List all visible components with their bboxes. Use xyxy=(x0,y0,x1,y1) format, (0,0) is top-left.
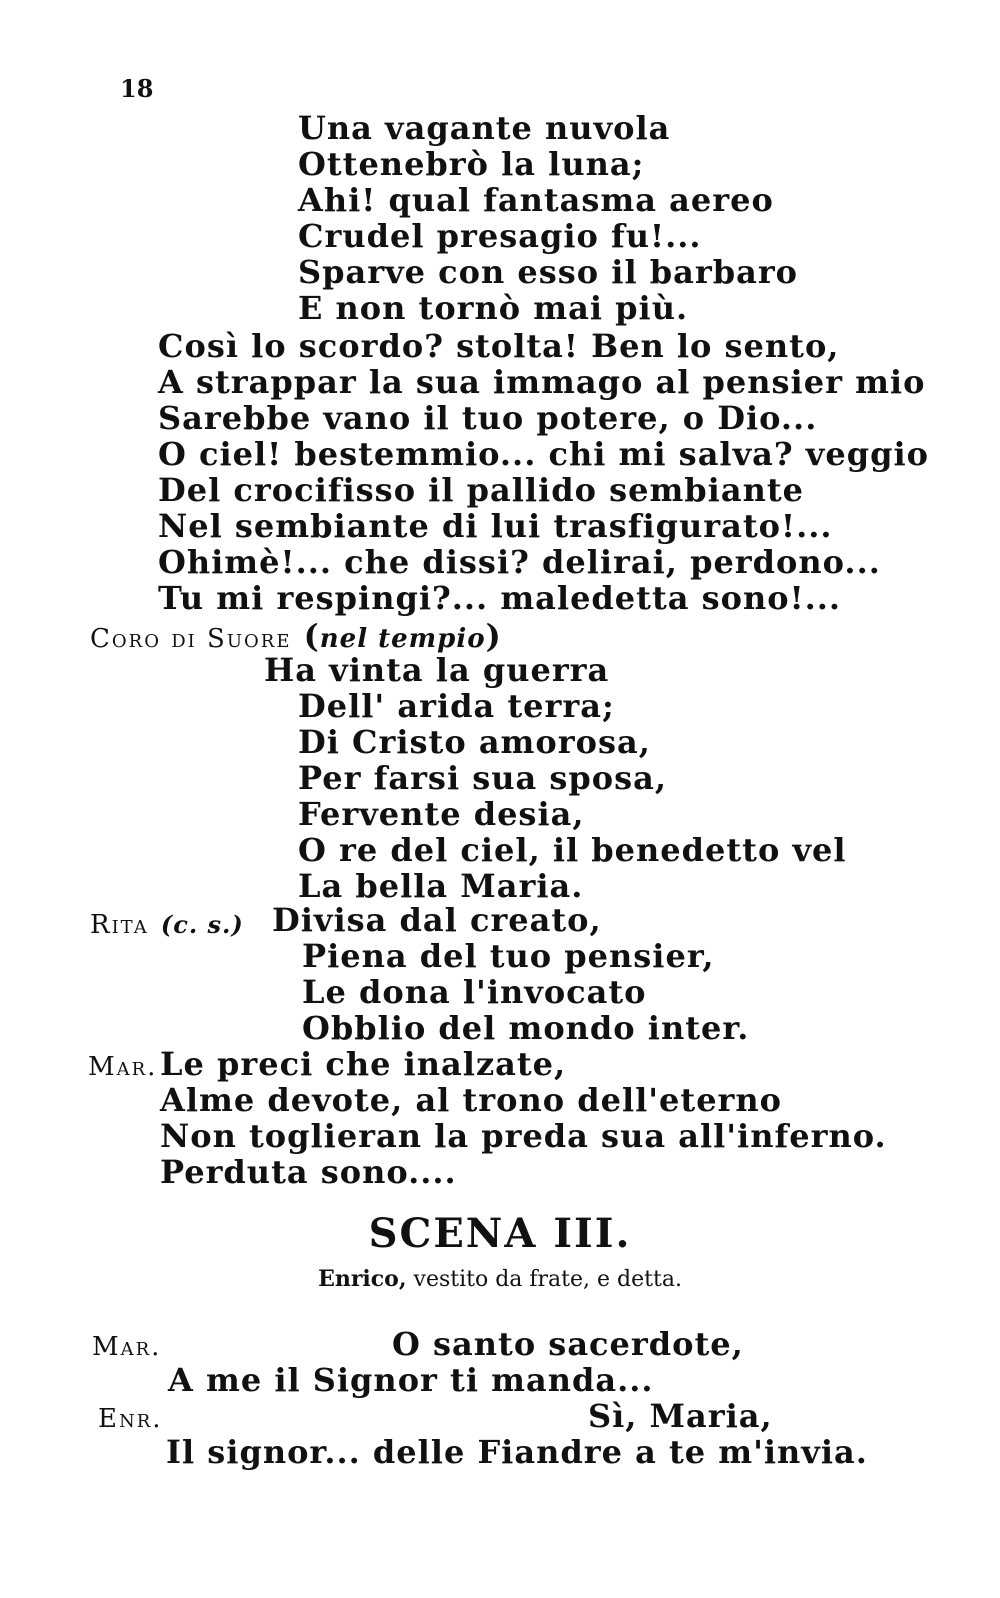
verse-line: Fervente desia, xyxy=(298,795,585,833)
scene-title: SCENA III. xyxy=(368,1210,632,1257)
verse-line: Così lo scordo? stolta! Ben lo sento, xyxy=(158,327,840,365)
verse-line: Del crocifisso il pallido sembiante xyxy=(158,471,804,509)
verse-line: Obblio del mondo inter. xyxy=(302,1009,750,1047)
stage-direction: nel tempio xyxy=(319,624,486,654)
verse-line: Crudel presagio fu!... xyxy=(298,217,702,255)
speaker-heading xyxy=(88,1046,157,1085)
verse-line: A me il Signor ti manda... xyxy=(168,1361,654,1399)
verse-line: Ottenebrò la luna; xyxy=(298,145,645,183)
verse-line: Sparve con esso il barbaro xyxy=(298,253,799,291)
verse-line: Di Cristo amorosa, xyxy=(298,723,651,761)
stage-direction-open: ( xyxy=(303,617,320,655)
verse-line: O santo sacerdote, xyxy=(392,1325,744,1363)
speaker-name: Coro di Suore xyxy=(90,624,292,654)
verse-line: Perduta sono.... xyxy=(160,1153,457,1191)
speaker-heading xyxy=(90,904,244,943)
speaker-name: Mar. xyxy=(92,1332,162,1362)
verse-line: Dell' arida terra; xyxy=(298,687,615,725)
verse-line: Ahi! qual fantasma aereo xyxy=(298,181,774,219)
speaker-name: Mar. xyxy=(88,1052,158,1082)
verse-line: La bella Maria. xyxy=(298,867,584,905)
verse-line: Le dona l'invocato xyxy=(302,973,647,1011)
scene-character: Enrico, xyxy=(318,1266,407,1292)
verse-line: Le preci che inalzate, xyxy=(160,1045,567,1083)
speaker-heading xyxy=(98,1398,163,1437)
stage-direction-close: ) xyxy=(485,617,502,655)
verse-line: Tu mi respingi?... maledetta sono!... xyxy=(158,579,842,617)
verse-line: A strappar la sua immago al pensier mio xyxy=(158,363,926,401)
verse-line: O re del ciel, il benedetto vel xyxy=(298,831,847,869)
page-number: 18 xyxy=(120,74,154,103)
verse-line: O ciel! bestemmio... chi mi salva? veggio xyxy=(158,435,929,473)
stage-direction: (c. s.) xyxy=(160,910,244,939)
speaker-heading xyxy=(92,1326,161,1365)
verse-line: Una vagante nuvola xyxy=(298,109,671,147)
verse-line: Non toglieran la preda sua all'inferno. xyxy=(160,1117,887,1155)
verse-line: E non tornò mai più. xyxy=(298,289,689,327)
verse-line: Divisa dal creato, xyxy=(272,901,602,939)
verse-line: Sì, Maria, xyxy=(588,1397,773,1435)
verse-line: Nel sembiante di lui trasfigurato!... xyxy=(158,507,833,545)
scene-character-description: vestito da frate, e detta. xyxy=(413,1267,682,1292)
verse-line: Il signor... delle Fiandre a te m'invia. xyxy=(166,1433,868,1471)
scene-description xyxy=(0,1266,1000,1292)
verse-line: Sarebbe vano il tuo potere, o Dio... xyxy=(158,399,818,437)
verse-line: Per farsi sua sposa, xyxy=(298,759,668,797)
speaker-name: Enr. xyxy=(98,1404,163,1434)
verse-line: Alme devote, al trono dell'eterno xyxy=(160,1081,783,1119)
speaker-name: Rita xyxy=(90,910,149,940)
verse-line: Ha vinta la guerra xyxy=(264,651,610,689)
verse-line: Piena del tuo pensier, xyxy=(302,937,715,975)
verse-line: Ohimè!... che dissi? delirai, perdono... xyxy=(158,543,881,581)
